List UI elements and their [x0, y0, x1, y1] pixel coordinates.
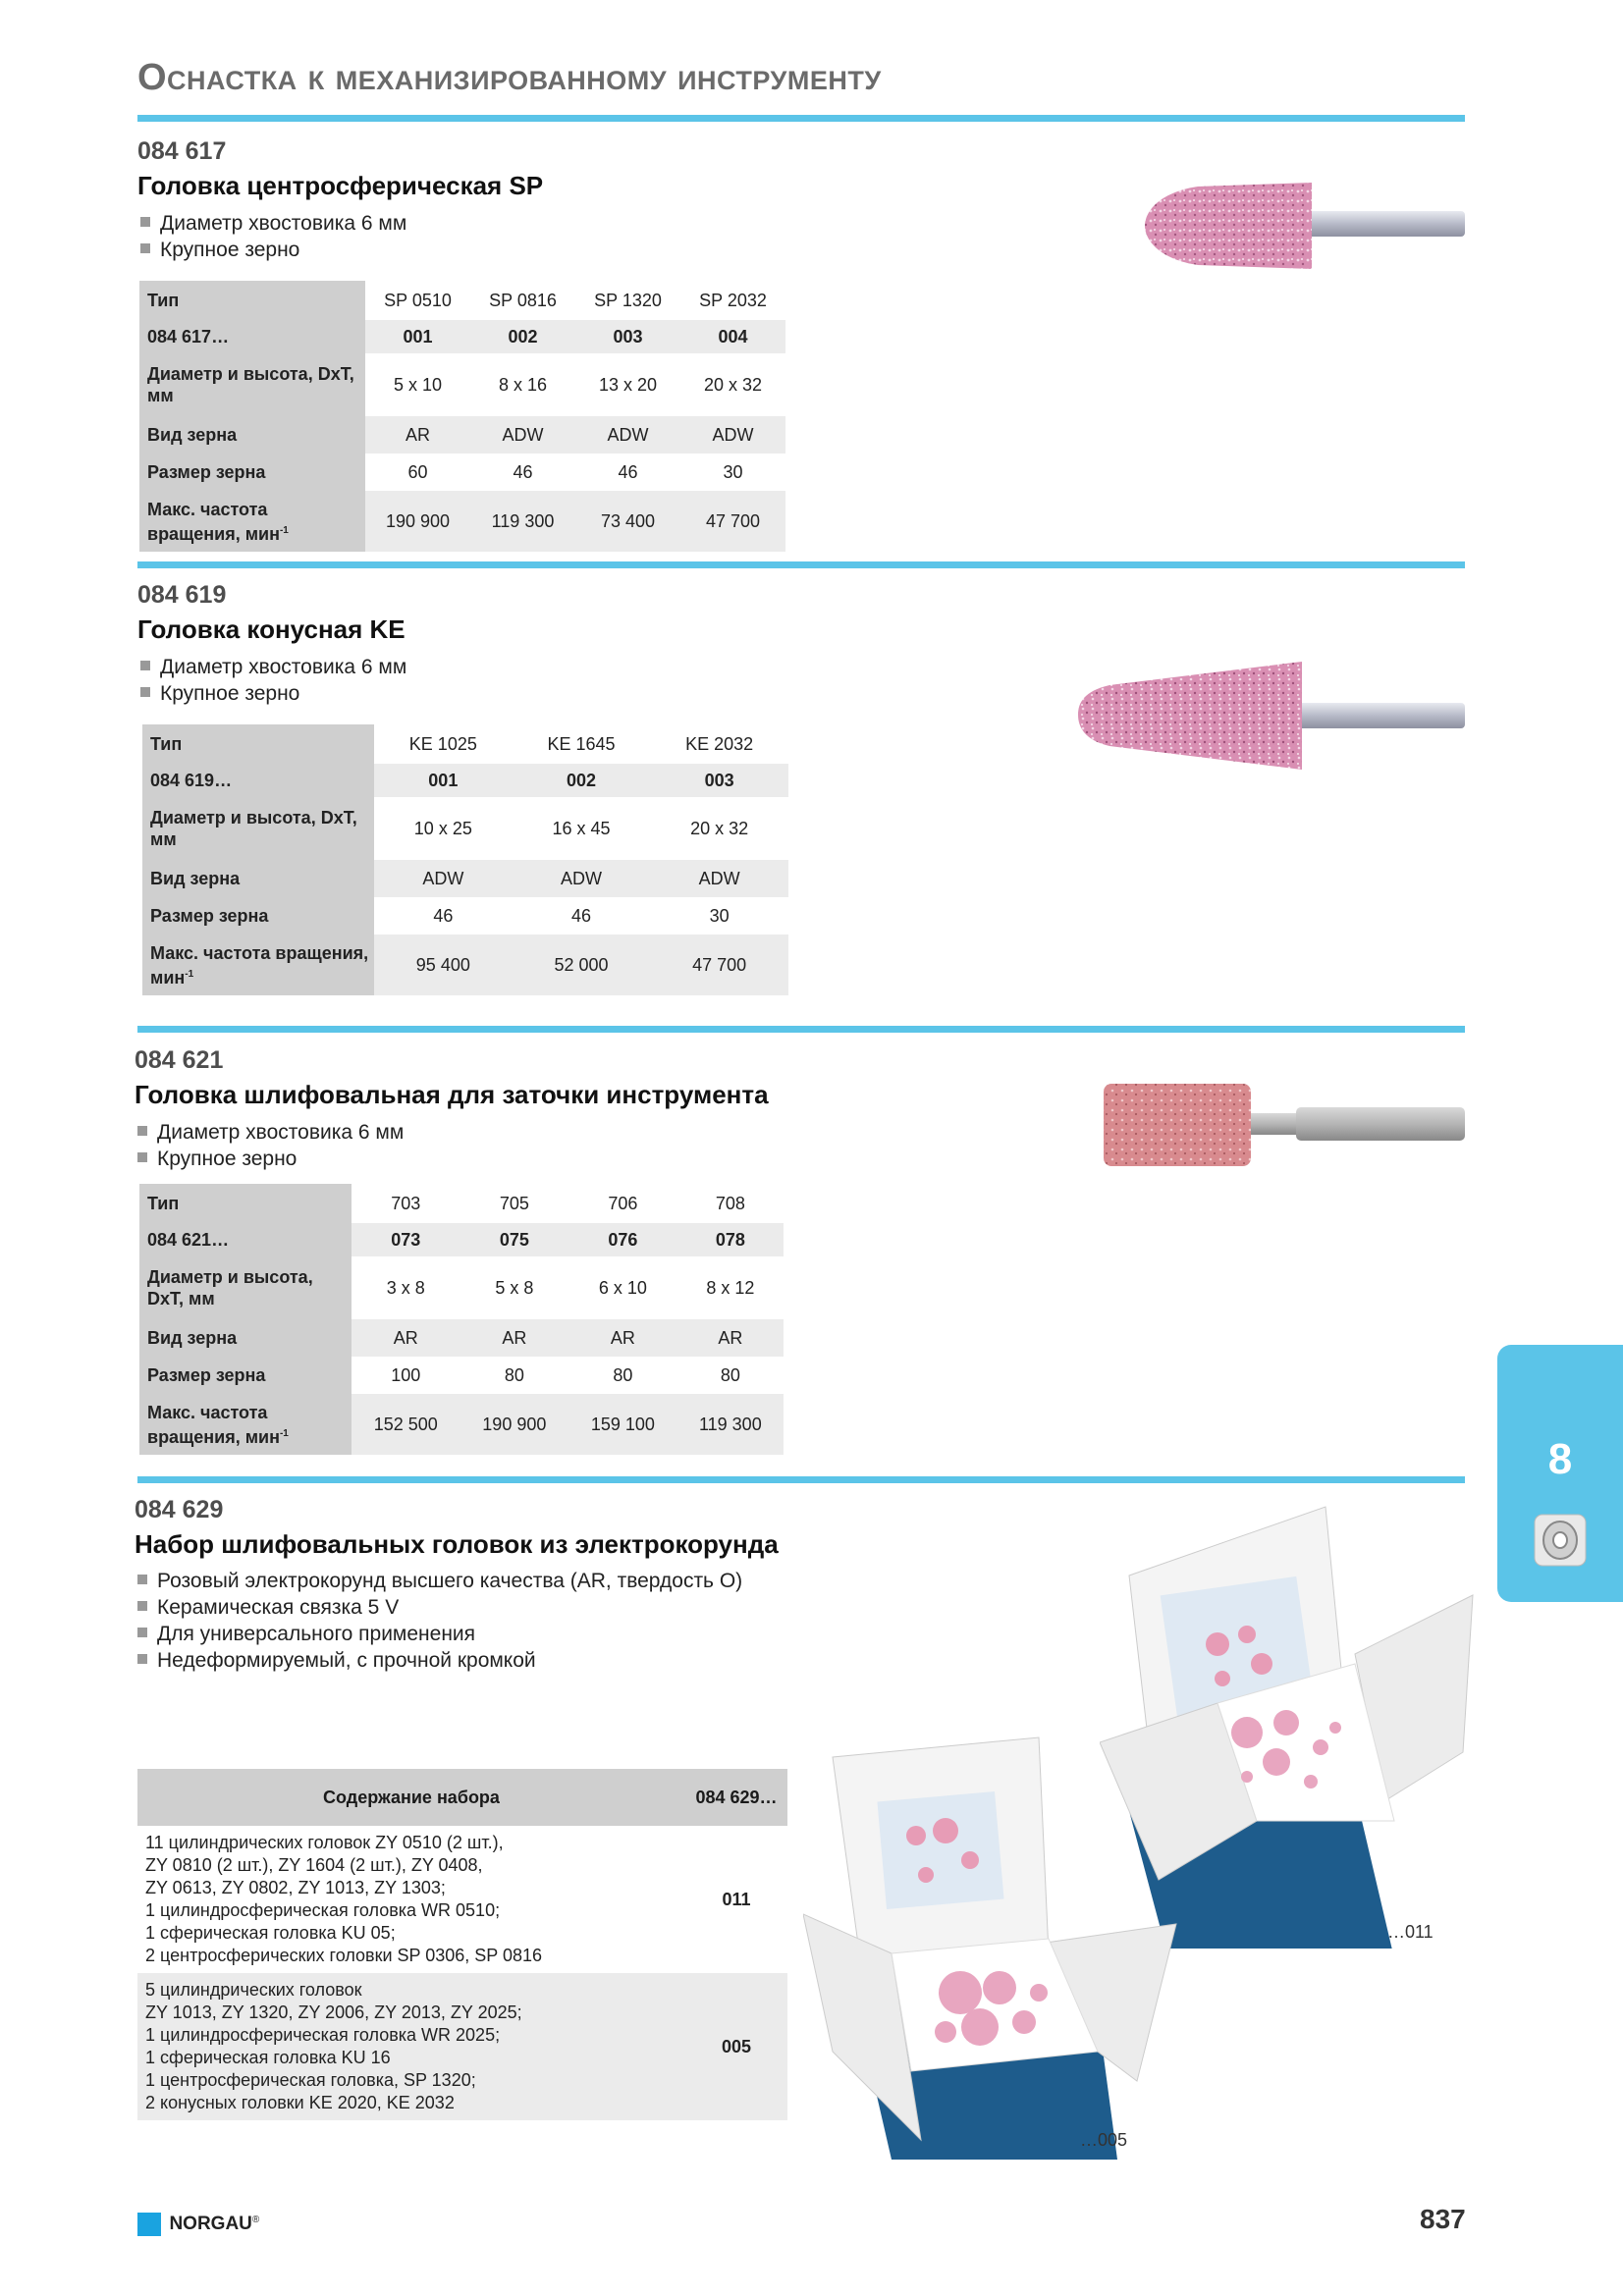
chapter-tab[interactable] [1497, 1345, 1623, 1602]
feature-item: Диаметр хвостовика 6 мм [137, 1119, 404, 1146]
table-row: 084 621… 073 075 076 078 [139, 1223, 784, 1256]
page-number: 837 [1420, 2204, 1466, 2234]
feature-item: Крупное зерно [140, 680, 406, 707]
section-rule [137, 1476, 1465, 1483]
feature-list [140, 210, 406, 263]
feature-item: Керамическая связка 5 V [137, 1594, 742, 1621]
article-number: 084 619 [137, 581, 227, 609]
section-rule [137, 561, 1465, 568]
table-row: 084 617… 001 002 003 004 [139, 320, 785, 353]
table-row: Тип 703 705 706 708 [139, 1184, 784, 1223]
table-row: 5 цилиндрических головок ZY 1013, ZY 1320, ZY 2006, ZY 2013, ZY 2025; 1 цилиндросферическая головка WR 2025; 1 сферическая головка KU 16 1 центросферическая головка, SP 1320; 2 конусных головки KE 2020, KE 2032 005 [137, 1973, 787, 2120]
table-row: Размер зерна 60 46 46 30 [139, 454, 785, 491]
bullet-square-icon [137, 1628, 147, 1637]
table-row: Размер зерна 100 80 80 80 [139, 1357, 784, 1394]
sharpening-head-image [1100, 1078, 1469, 1172]
set-caption: …005 [1080, 2130, 1128, 2150]
product-title: Головка шлифовальная для заточки инструмента [135, 1080, 769, 1109]
grinding-wheel-icon [1534, 1514, 1587, 1567]
feature-item: Диаметр хвостовика 6 мм [140, 210, 406, 237]
spec-table [142, 724, 788, 995]
bullet-square-icon [140, 217, 150, 227]
section-rule [137, 1026, 1465, 1033]
header-rule [137, 115, 1465, 122]
page-title: Оснастка к механизированному инструменту [137, 57, 882, 98]
feature-list [137, 1568, 742, 1674]
table-row: Диаметр и высота, DxT, мм 10 x 25 16 x 45 20 x 32 [142, 797, 788, 860]
feature-item: Крупное зерно [137, 1146, 404, 1172]
table-row: 084 619… 001 002 003 [142, 764, 788, 797]
brand-logo: NORGAU® [137, 2213, 259, 2236]
feature-list [137, 1119, 404, 1172]
set-contents-table [137, 1769, 787, 2120]
bullet-square-icon [137, 1152, 147, 1162]
bullet-square-icon [140, 687, 150, 697]
article-number: 084 629 [135, 1496, 224, 1523]
table-row: Вид зерна AR ADW ADW ADW [139, 416, 785, 454]
table-row: Диаметр и высота, DxT, мм 3 x 8 5 x 8 6 x 10 8 x 12 [139, 1256, 784, 1319]
sp-grinding-head-image [1139, 169, 1469, 283]
set-contents-header: Содержание набора [137, 1769, 685, 1826]
bullet-square-icon [140, 661, 150, 670]
feature-list [140, 654, 406, 707]
table-row: Тип KE 1025 KE 1645 KE 2032 [142, 724, 788, 764]
bullet-square-icon [137, 1126, 147, 1136]
table-row: 11 цилиндрических головок ZY 0510 (2 шт.), ZY 0810 (2 шт.), ZY 1604 (2 шт.), ZY 0408, ZY 0613, ZY 0802, ZY 1013, ZY 1303; 1 цилиндросферическая головка WR 0510; 1 сферическая головка KU 05; 2 центросферических головки SP 0306, SP 0816 011 [145, 1833, 751, 1965]
feature-item: Крупное зерно [140, 237, 406, 263]
ke-cone-head-image [1070, 648, 1469, 781]
spec-table [139, 281, 785, 552]
set-box-005-image [803, 1728, 1196, 2160]
table-row: Макс. частота вращения, мин$^{-1}$ 152 500 190 900 159 100 119 300 [139, 1394, 784, 1455]
table-row: Макс. частота вращения, мин$^{-1}$ 190 900 119 300 73 400 47 700 [139, 491, 785, 552]
bullet-square-icon [137, 1575, 147, 1584]
feature-item: Для универсального применения [137, 1621, 742, 1647]
table-row: Макс. частота вращения, мин$^{-1}$ 95 400 52 000 47 700 [142, 934, 788, 995]
table-row: Вид зерна ADW ADW ADW [142, 860, 788, 897]
set-code-header: 084 629… [685, 1769, 787, 1826]
bullet-square-icon [137, 1654, 147, 1664]
table-row: Вид зерна AR AR AR AR [139, 1319, 784, 1357]
bullet-square-icon [140, 243, 150, 253]
brand-square-icon [137, 2213, 161, 2236]
table-row: Размер зерна 46 46 30 [142, 897, 788, 934]
feature-item: Розовый электрокорунд высшего качества (AR, твердость O) [137, 1568, 742, 1594]
product-title: Головка конусная KE [137, 614, 406, 644]
article-number: 084 621 [135, 1046, 224, 1074]
table-row: Тип SP 0510 SP 0816 SP 1320 SP 2032 [139, 281, 785, 320]
product-title: Набор шлифовальных головок из электрокорунда [135, 1529, 779, 1559]
table-header-row [137, 1769, 787, 1826]
spec-table [139, 1184, 784, 1455]
feature-item: Диаметр хвостовика 6 мм [140, 654, 406, 680]
chapter-number: 8 [1547, 1435, 1573, 1483]
bullet-square-icon [137, 1601, 147, 1611]
article-number: 084 617 [137, 137, 227, 165]
set-caption: …011 [1387, 1922, 1434, 1942]
table-row: Диаметр и высота, DxT, мм 5 x 10 8 x 16 13 x 20 20 x 32 [139, 353, 785, 416]
product-title: Головка центросферическая SP [137, 171, 544, 200]
feature-item: Недеформируемый, с прочной кромкой [137, 1647, 742, 1674]
